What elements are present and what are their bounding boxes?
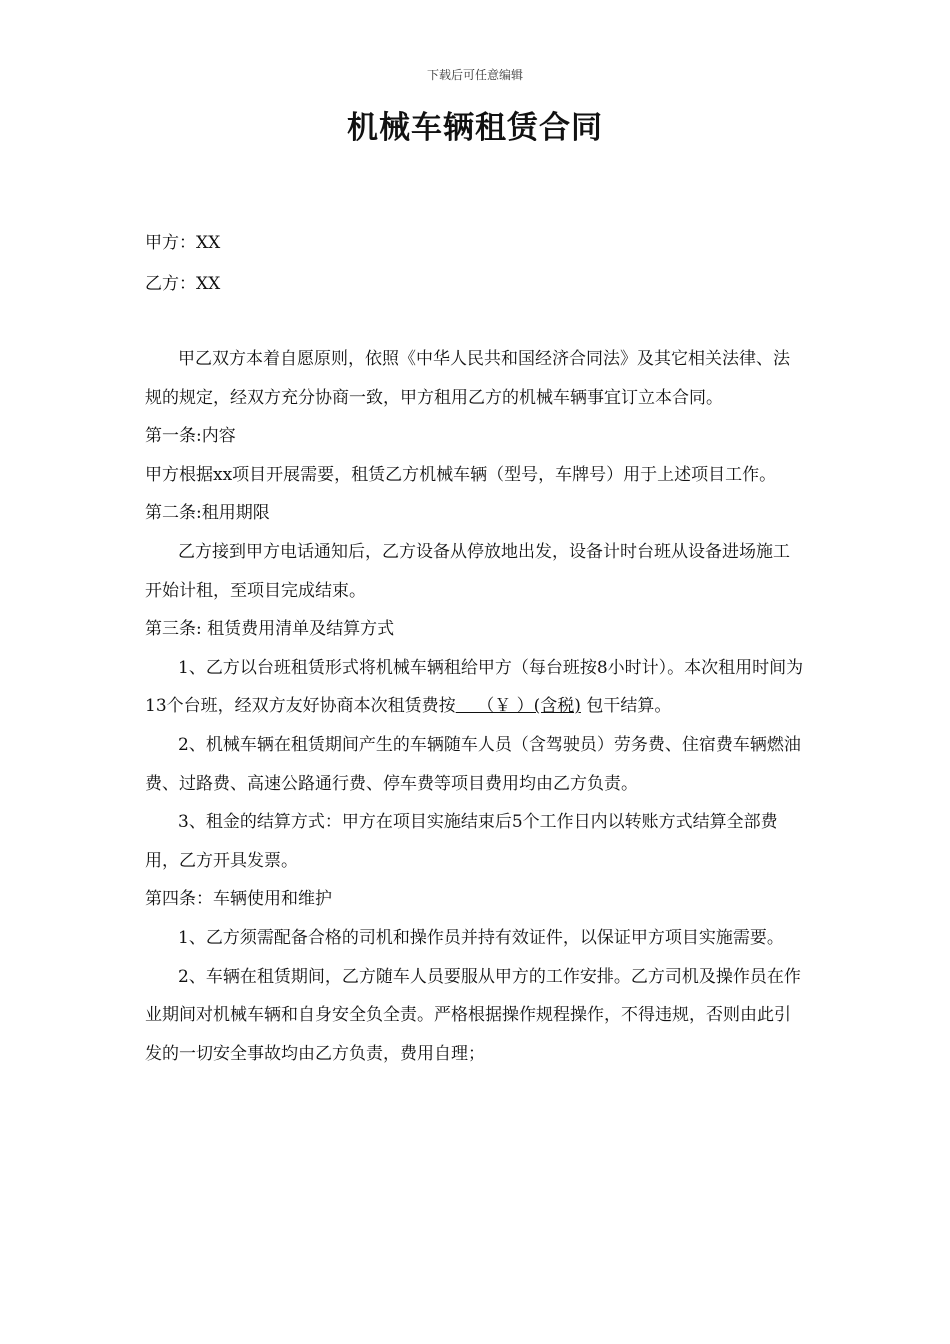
- contract-body: [145, 340, 805, 1073]
- header-note: 下载后可任意编辑: [426, 68, 523, 82]
- article-2-heading: 第二条:租用期限: [145, 503, 270, 524]
- intro-paragraph: 甲乙双方本着自愿原则，依照《中华人民共和国经济合同法》及其它相关法律、法规的规定，经双方充分协商一致，甲方租用乙方的机械车辆事宜订立本合同。: [145, 349, 790, 408]
- article-3-item-1-lead: 1、乙方以台班租赁形式将机械车辆租给甲方（每台班按8小时计）。本次租用时间为13个台班，经双方友好协商本次租赁费按: [145, 657, 804, 717]
- article-3-item-1-tail: 包干结算。: [580, 696, 672, 717]
- article-3-item-1: [145, 649, 805, 726]
- article-3-heading: 第三条: 租赁费用清单及结算方式: [145, 619, 395, 640]
- party-a: 甲方：XX: [145, 233, 221, 253]
- article-4-item-1: 1、乙方须需配备合格的司机和操作员并持有效证件，以保证甲方项目实施需要。: [178, 927, 784, 948]
- article-1-text: 甲方根据xx项目开展需要，租赁乙方机械车辆（型号，车牌号）用于上述项目工作。: [145, 464, 777, 485]
- rent-amount-blank: （￥ ）(含税): [455, 696, 581, 717]
- article-1-heading: 第一条:内容: [145, 426, 236, 447]
- party-b: 乙方：XX: [145, 274, 221, 294]
- article-3-item-2: 2、机械车辆在租赁期间产生的车辆随车人员（含驾驶员）劳务费、住宿费车辆燃油费、过路费、高速公路通行费、停车费等项目费用均由乙方负责。: [145, 734, 801, 794]
- article-2-text: 乙方接到甲方电话通知后，乙方设备从停放地出发，设备计时台班从设备进场施工开始计租，至项目完成结束。: [145, 541, 790, 601]
- article-4-item-2: 2、车辆在租赁期间，乙方随车人员要服从甲方的工作安排。乙方司机及操作员在作业期间对机械车辆和自身安全负全责。严格根据操作规程操作，不得违规，否则由此引发的一切安全事故均由乙方负责，费用自理；: [145, 966, 801, 1064]
- article-4-heading: 第四条：车辆使用和维护: [145, 889, 332, 910]
- article-3-item-3: 3、租金的结算方式：甲方在项目实施结束后5个工作日内以转账方式结算全部费用，乙方开具发票。: [145, 812, 778, 871]
- document-title: 机械车辆租赁合同: [347, 110, 603, 146]
